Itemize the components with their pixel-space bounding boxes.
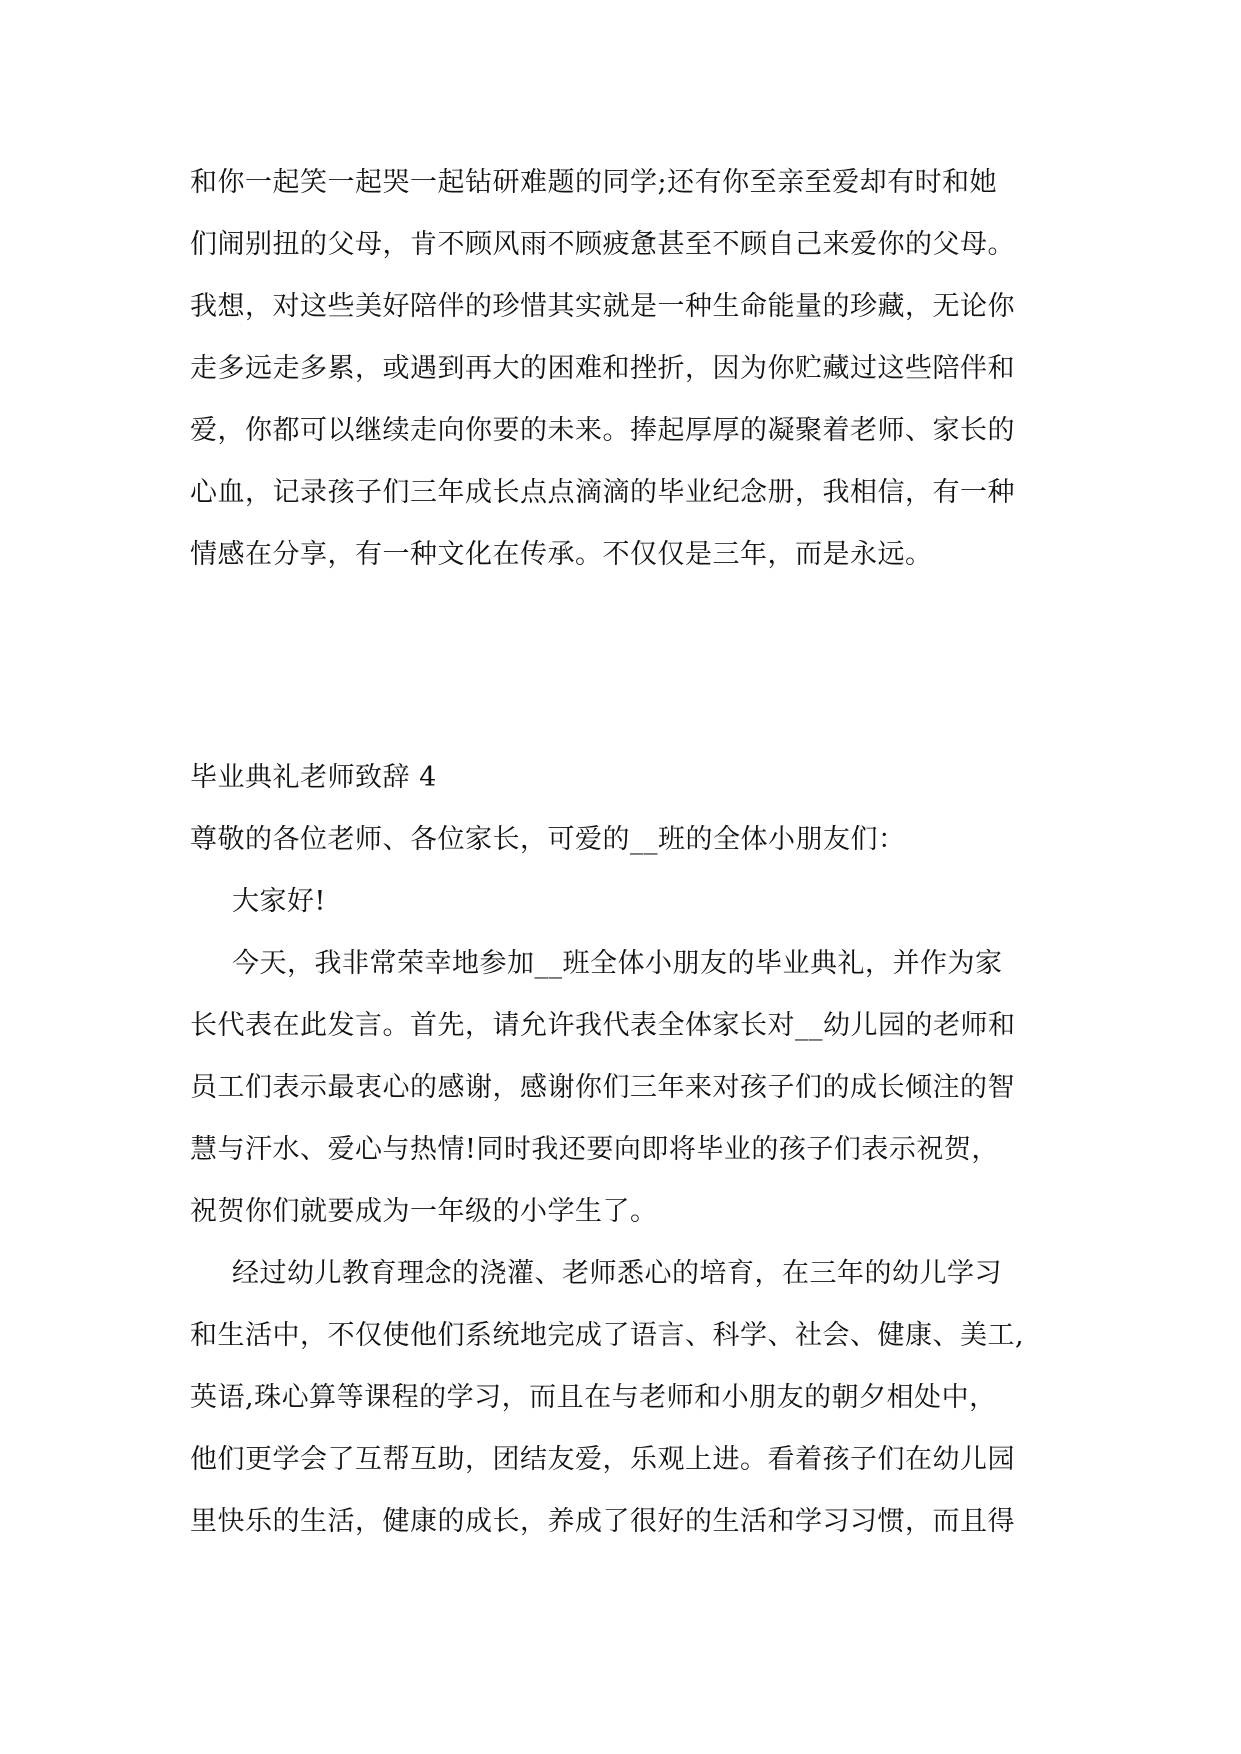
greeting: 大家好! bbox=[232, 886, 326, 917]
salutation: 尊敬的各位老师、各位家长，可爱的__班的全体小朋友们： bbox=[190, 824, 906, 855]
paragraph-line: 长代表在此发言。首先，请允许我代表全体家长对__幼儿园的老师和 bbox=[190, 1010, 1016, 1041]
paragraph-line: 里快乐的生活，健康的成长，养成了很好的生活和学习习惯，而且得 bbox=[190, 1506, 1015, 1537]
section-title: 毕业典礼老师致辞 4 bbox=[190, 762, 437, 793]
top-paragraph bbox=[190, 152, 1060, 586]
paragraph-line: 和生活中，不仅使他们系统地完成了语言、科学、社会、健康、美工, bbox=[190, 1320, 1025, 1351]
paragraph-line: 经过幼儿教育理念的浇灌、老师悉心的培育，在三年的幼儿学习 bbox=[232, 1258, 1002, 1289]
paragraph-line: 我想，对这些美好陪伴的珍惜其实就是一种生命能量的珍藏，无论你 bbox=[190, 291, 1015, 322]
paragraph-line: 他们更学会了互帮互助，团结友爱，乐观上进。看着孩子们在幼儿园 bbox=[190, 1444, 1015, 1475]
paragraph-line: 慧与汗水、爱心与热情!同时我还要向即将毕业的孩子们表示祝贺， bbox=[190, 1134, 999, 1165]
paragraph-line: 心血，记录孩子们三年成长点点滴滴的毕业纪念册，我相信，有一种 bbox=[190, 477, 1015, 508]
section-heading bbox=[190, 747, 1060, 809]
paragraph-line: 和你一起笑一起哭一起钻研难题的同学;还有你至亲至爱却有时和她 bbox=[190, 167, 998, 198]
paragraph-line: 们闹别扭的父母，肯不顾风雨不顾疲惫甚至不顾自己来爱你的父母。 bbox=[190, 229, 1015, 260]
paragraph-line: 走多远走多累，或遇到再大的困难和挫折，因为你贮藏过这些陪伴和 bbox=[190, 353, 1015, 384]
paragraph-line: 祝贺你们就要成为一年级的小学生了。 bbox=[190, 1196, 658, 1227]
speech-body bbox=[190, 809, 1060, 1553]
paragraph-line: 今天，我非常荣幸地参加__班全体小朋友的毕业典礼，并作为家 bbox=[232, 948, 1003, 979]
paragraph-line: 员工们表示最衷心的感谢，感谢你们三年来对孩子们的成长倾注的智 bbox=[190, 1072, 1015, 1103]
paragraph-line: 英语,珠心算等课程的学习，而且在与老师和小朋友的朝夕相处中， bbox=[190, 1382, 997, 1413]
paragraph-line: 爱，你都可以继续走向你要的未来。捧起厚厚的凝聚着老师、家长的 bbox=[190, 415, 1015, 446]
paragraph-line: 情感在分享，有一种文化在传承。不仅仅是三年，而是永远。 bbox=[190, 539, 933, 570]
